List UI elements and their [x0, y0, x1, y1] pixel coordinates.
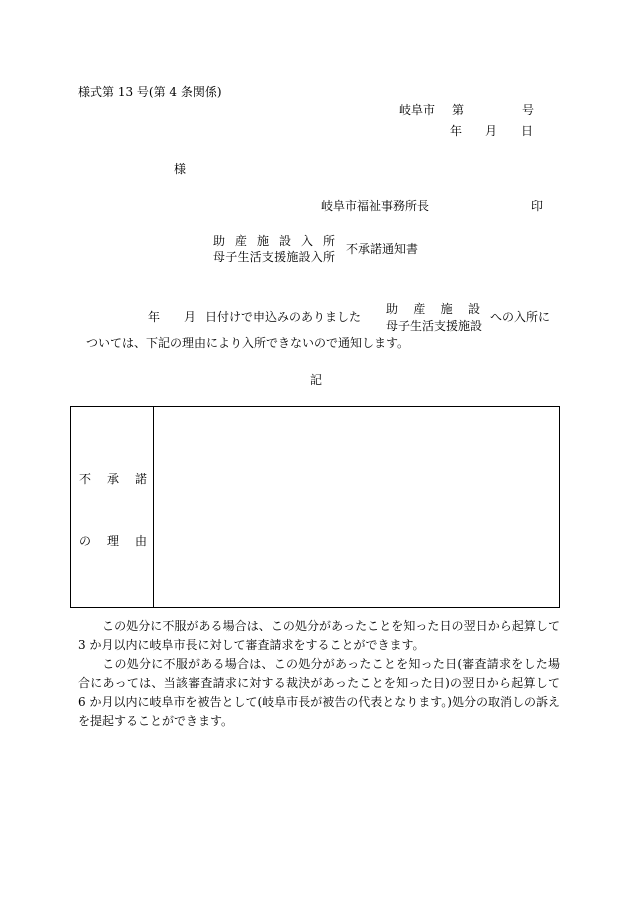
body-option-mother-child: 母子生活支援施設	[386, 319, 483, 333]
body-year: 年	[148, 310, 161, 324]
body-text-end: への入所に	[490, 310, 551, 324]
ki-heading: 記	[310, 373, 323, 387]
appeal-note-1	[78, 617, 560, 655]
document-number-prefix: 第	[452, 103, 465, 117]
reason-label-line-1: 不承諾	[79, 472, 147, 486]
form-number: 様式第 13 号(第 4 条関係)	[78, 85, 222, 99]
appeal-note-1-text: この処分に不服がある場合は、この処分があったことを知った日の翌日から起算して 3 か月以内に岐阜市長に対して審査請求をすることができます。	[78, 619, 560, 652]
appeal-note-2-text: この処分に不服がある場合は、この処分があったことを知った日(審査請求をした場合にあっては、当該審査請求に対する裁決があったことを知った日)の翌日から起算して 6 か月以内に岐阜市を被告として(岐阜市長が被告の代表となります。)処分の取消しの訴えを提起することができます。	[78, 657, 560, 728]
title-option-maternity: 助 産 施 設 入 所	[213, 234, 335, 248]
document-number-suffix: 号	[522, 103, 535, 117]
date-year: 年	[450, 124, 463, 138]
reason-table	[70, 406, 560, 608]
body-option-maternity: 助 産 施 設	[386, 302, 480, 316]
body-month: 月	[184, 310, 197, 324]
body-line-2: ついては、下記の理由により入所できないので通知します。	[86, 336, 410, 350]
table-divider	[153, 407, 154, 607]
addressee-suffix: 様	[174, 162, 187, 176]
title-option-mother-child: 母子生活支援施設入所	[213, 250, 335, 264]
date-month: 月	[485, 124, 498, 138]
appeal-note-2	[78, 655, 560, 731]
reason-label-line-2: の理由	[79, 534, 147, 548]
issuer-city: 岐阜市	[399, 103, 436, 117]
body-text-mid: 日付けで申込みのありました	[205, 310, 362, 324]
document-title: 不承諾通知書	[346, 242, 419, 256]
seal-mark: 印	[531, 199, 544, 213]
issuer-office: 岐阜市福祉事務所長	[321, 199, 430, 213]
date-day: 日	[521, 124, 534, 138]
